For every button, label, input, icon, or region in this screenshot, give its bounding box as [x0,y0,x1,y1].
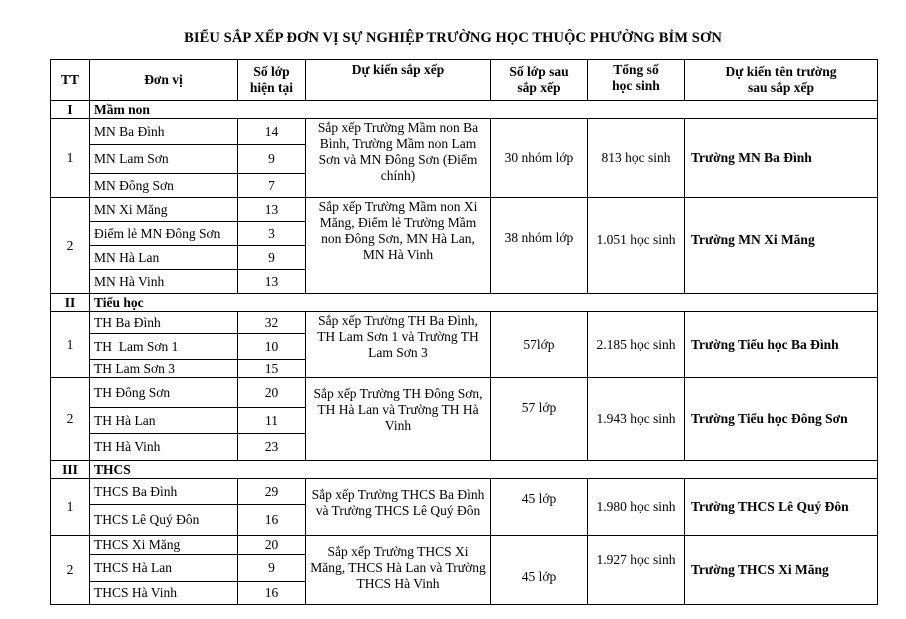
total-students: 1.980 học sinh [588,479,685,536]
total-students: 813 học sinh [588,119,685,198]
new-school-name: Trường MN Xi Măng [685,198,878,294]
unit-name: TH Lam Sơn 1 [90,334,238,360]
unit-name: THCS Ba Đình [90,479,238,505]
arrangement-plan: Sắp xếp Trường TH Ba Đình, TH Lam Sơn 1 và Trường TH Lam Sơn 3 [306,312,491,378]
unit-classes: 14 [238,119,306,145]
unit-name: TH Hà Vinh [90,434,238,461]
unit-name: TH Ba Đình [90,312,238,334]
section-number: II [51,294,90,312]
header-students-line2: học sinh [612,78,660,93]
group-number: 2 [51,198,90,294]
total-students: 2.185 học sinh [588,312,685,378]
new-school-name: Trường THCS Lê Quý Đôn [685,479,878,536]
unit-classes: 23 [238,434,306,461]
section-label: THCS [90,461,878,479]
group-number: 1 [51,119,90,198]
total-students: 1.927 học sinh [588,536,685,605]
new-school-name: Trường MN Ba Đình [685,119,878,198]
table-row [51,536,878,555]
unit-classes: 16 [238,505,306,536]
group-number: 2 [51,378,90,461]
section-number: I [51,101,90,119]
document-title: BIỂU SẮP XẾP ĐƠN VỊ SỰ NGHIỆP TRƯỜNG HỌC THUỘC PHƯỜNG BỈM SƠN [184,30,722,46]
header-students [588,60,685,101]
header-new-name-line1: Dự kiến tên trường [725,64,837,79]
section-number: III [51,461,90,479]
classes-after: 45 lớp [491,536,588,605]
table-row [51,312,878,334]
arrangement-plan: Sắp xếp Trường Mầm non Xi Măng, Điểm lẻ Trường Mầm non Đông Sơn, MN Hà Lan, MN Hà Vinh [306,198,491,294]
header-new-name-line2: sau sắp xếp [747,80,815,95]
header-tt: TT [51,60,90,101]
unit-name: MN Hà Vinh [90,270,238,294]
group-number: 1 [51,312,90,378]
group-number: 2 [51,536,90,605]
unit-classes: 13 [238,270,306,294]
unit-classes: 9 [238,246,306,270]
table-row [51,119,878,145]
section-label: Tiểu học [90,294,878,312]
unit-name: MN Đông Sơn [90,174,238,198]
unit-name: MN Lam Sơn [90,145,238,174]
header-after-line1: Số lớp sau [509,64,569,79]
section-label: Mầm non [90,101,878,119]
group-number: 1 [51,479,90,536]
arrangement-plan: Sắp xếp Trường TH Đông Sơn, TH Hà Lan và Trường TH Hà Vinh [306,378,491,461]
header-new-name [685,60,878,101]
unit-name: THCS Hà Vinh [90,582,238,605]
unit-classes: 32 [238,312,306,334]
header-unit: Đơn vị [90,60,238,101]
header-students-line1: Tổng số [613,62,659,77]
unit-classes: 16 [238,582,306,605]
classes-after: 57 lớp [491,378,588,461]
section-row-tieu-hoc [51,294,878,312]
unit-name: TH Lam Sơn 3 [90,360,238,378]
unit-name: MN Ba Đình [90,119,238,145]
unit-classes: 9 [238,555,306,582]
header-classes-line1: Số lớp [253,64,290,79]
unit-classes: 20 [238,536,306,555]
unit-classes: 9 [238,145,306,174]
classes-after: 38 nhóm lớp [491,198,588,294]
arrangement-plan: Sắp xếp Trường THCS Xi Măng, THCS Hà Lan và Trường THCS Hà Vinh [306,536,491,605]
section-row-thcs [51,461,878,479]
table-row [51,378,878,408]
new-school-name: Trường Tiểu học Ba Đình [685,312,878,378]
unit-classes: 20 [238,378,306,408]
section-row-mam-non [51,101,878,119]
arrangement-plan: Sắp xếp Trường THCS Ba Đình và Trường THCS Lê Quý Đôn [306,479,491,536]
arrangement-plan: Sắp xếp Trường Mầm non Ba Bình, Trường Mầm non Lam Sơn và MN Đông Sơn (Điểm chính) [306,119,491,198]
total-students: 1.943 học sinh [588,378,685,461]
unit-name: THCS Hà Lan [90,555,238,582]
classes-after: 57lớp [491,312,588,378]
header-after [491,60,588,101]
unit-classes: 29 [238,479,306,505]
unit-name: Điểm lẻ MN Đông Sơn [90,222,238,246]
unit-classes: 11 [238,408,306,434]
unit-classes: 13 [238,198,306,222]
school-arrangement-table [50,59,878,605]
header-row [51,60,878,101]
unit-classes: 7 [238,174,306,198]
unit-classes: 15 [238,360,306,378]
total-students: 1.051 học sinh [588,198,685,294]
header-after-line2: sắp xếp [517,80,561,95]
unit-name: MN Xi Măng [90,198,238,222]
unit-classes: 3 [238,222,306,246]
header-plan: Dự kiến sắp xếp [306,60,491,101]
unit-name: THCS Xi Măng [90,536,238,555]
unit-classes: 10 [238,334,306,360]
unit-name: THCS Lê Quý Đôn [90,505,238,536]
table-row [51,479,878,505]
new-school-name: Trường Tiểu học Đông Sơn [685,378,878,461]
unit-name: MN Hà Lan [90,246,238,270]
new-school-name: Trường THCS Xi Măng [685,536,878,605]
header-classes-line2: hiện tại [249,80,294,95]
table-row [51,198,878,222]
classes-after: 45 lớp [491,479,588,536]
header-classes [238,60,306,101]
unit-name: TH Đông Sơn [90,378,238,408]
unit-name: TH Hà Lan [90,408,238,434]
classes-after: 30 nhóm lớp [491,119,588,198]
